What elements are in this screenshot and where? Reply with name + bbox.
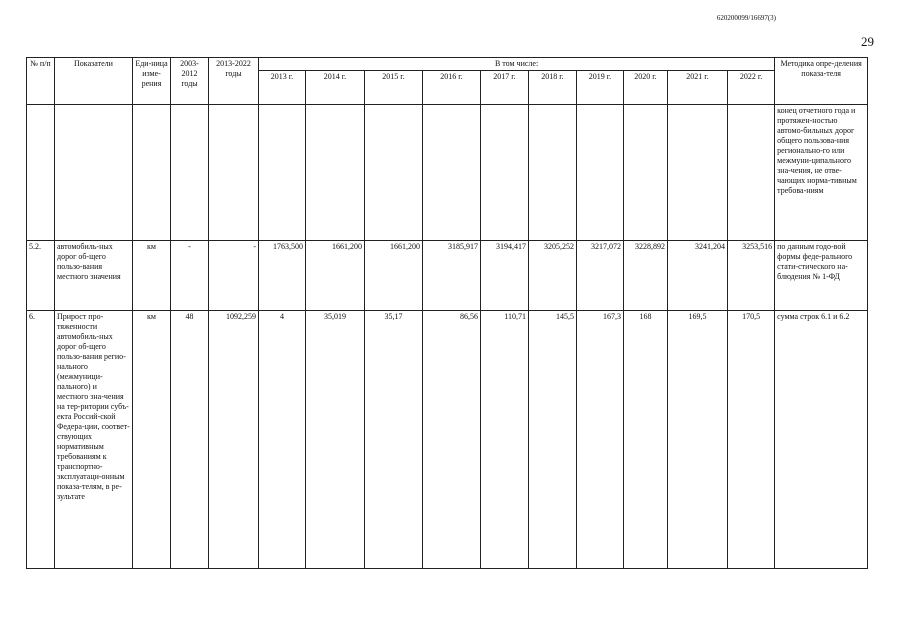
header-year: 2017 г. bbox=[481, 71, 529, 105]
row-period-2013-2022: - bbox=[209, 241, 259, 311]
row-value: 1763,500 bbox=[259, 241, 306, 311]
row-value bbox=[481, 105, 529, 241]
row-period-2003-2012: - bbox=[171, 241, 209, 311]
row-value: 110,71 bbox=[481, 311, 529, 569]
row-value: 3228,892 bbox=[624, 241, 668, 311]
row-num: 5.2. bbox=[27, 241, 55, 311]
document-id: 620200099/16697(3) bbox=[716, 14, 776, 22]
header-year: 2019 г. bbox=[577, 71, 624, 105]
row-indicator: автомобиль-ных дорог об-щего пользо-вания местного значения bbox=[55, 241, 133, 311]
row-value: 168 bbox=[624, 311, 668, 569]
row-value: 1661,200 bbox=[306, 241, 365, 311]
indicators-table bbox=[26, 57, 868, 569]
row-value bbox=[423, 105, 481, 241]
row-value: 86,56 bbox=[423, 311, 481, 569]
row-value: 167,3 bbox=[577, 311, 624, 569]
row-value: 4 bbox=[259, 311, 306, 569]
row-value bbox=[259, 105, 306, 241]
row-value bbox=[365, 105, 423, 241]
row-unit: км bbox=[133, 311, 171, 569]
row-method: конец отчетного года и протяжен-ностью автомо-бильных дорог общего пользова-ния регионально-го или межмуни-ципального зна-чения, не отве-чающих норма-тивным требова-ниям bbox=[775, 105, 868, 241]
row-value bbox=[529, 105, 577, 241]
row-value: 3241,204 bbox=[668, 241, 728, 311]
row-value: 145,5 bbox=[529, 311, 577, 569]
row-num bbox=[27, 105, 55, 241]
row-value: 3185,917 bbox=[423, 241, 481, 311]
row-value: 3205,252 bbox=[529, 241, 577, 311]
row-value: 1661,200 bbox=[365, 241, 423, 311]
row-period-2003-2012: 48 bbox=[171, 311, 209, 569]
header-year: 2015 г. bbox=[365, 71, 423, 105]
header-period-2013-2022: 2013-2022 годы bbox=[209, 58, 259, 105]
row-method: по данным годо-вой формы феде-рального стати-стического на-блюдения № 1-ФД bbox=[775, 241, 868, 311]
header-year: 2021 г. bbox=[668, 71, 728, 105]
row-method: сумма строк 6.1 и 6.2 bbox=[775, 311, 868, 569]
row-value: 170,5 bbox=[728, 311, 775, 569]
table-row bbox=[27, 105, 868, 241]
row-value bbox=[668, 105, 728, 241]
row-period-2013-2022: 1092,259 bbox=[209, 311, 259, 569]
row-value: 3217,072 bbox=[577, 241, 624, 311]
row-value: 35,019 bbox=[306, 311, 365, 569]
header-unit: Еди-ница изме-рения bbox=[133, 58, 171, 105]
row-period-2013-2022 bbox=[209, 105, 259, 241]
table-row bbox=[27, 241, 868, 311]
header-year: 2013 г. bbox=[259, 71, 306, 105]
header-year: 2014 г. bbox=[306, 71, 365, 105]
row-indicator: Прирост про-тяженности автомобиль-ных дорог об-щего пользо-вания регио-нального (межмуници-пального) и местного зна-чения на тер-ритории субъ-екта Россий-ской Федера-ции, соответ-ствующих нормативным требованиям к транспортно-эксплуатаци-онным показа-телям, в ре-зультате bbox=[55, 311, 133, 569]
page-number: 29 bbox=[861, 34, 874, 49]
row-value: 3253,516 bbox=[728, 241, 775, 311]
row-period-2003-2012 bbox=[171, 105, 209, 241]
row-value: 169,5 bbox=[668, 311, 728, 569]
row-value bbox=[728, 105, 775, 241]
row-num: 6. bbox=[27, 311, 55, 569]
row-value bbox=[624, 105, 668, 241]
row-value: 3194,417 bbox=[481, 241, 529, 311]
header-indicators: Показатели bbox=[55, 58, 133, 105]
row-unit: км bbox=[133, 241, 171, 311]
header-period-2003-2012: 2003-2012 годы bbox=[171, 58, 209, 105]
table-row bbox=[27, 311, 868, 569]
header-including: В том числе: bbox=[259, 58, 775, 71]
header-num: № п/п bbox=[27, 58, 55, 105]
row-unit bbox=[133, 105, 171, 241]
header-year: 2018 г. bbox=[529, 71, 577, 105]
header-year: 2020 г. bbox=[624, 71, 668, 105]
header-year: 2022 г. bbox=[728, 71, 775, 105]
row-value bbox=[577, 105, 624, 241]
header-year: 2016 г. bbox=[423, 71, 481, 105]
row-value bbox=[306, 105, 365, 241]
row-indicator bbox=[55, 105, 133, 241]
header-method: Методика опре-деления показа-теля bbox=[775, 58, 868, 105]
row-value: 35,17 bbox=[365, 311, 423, 569]
